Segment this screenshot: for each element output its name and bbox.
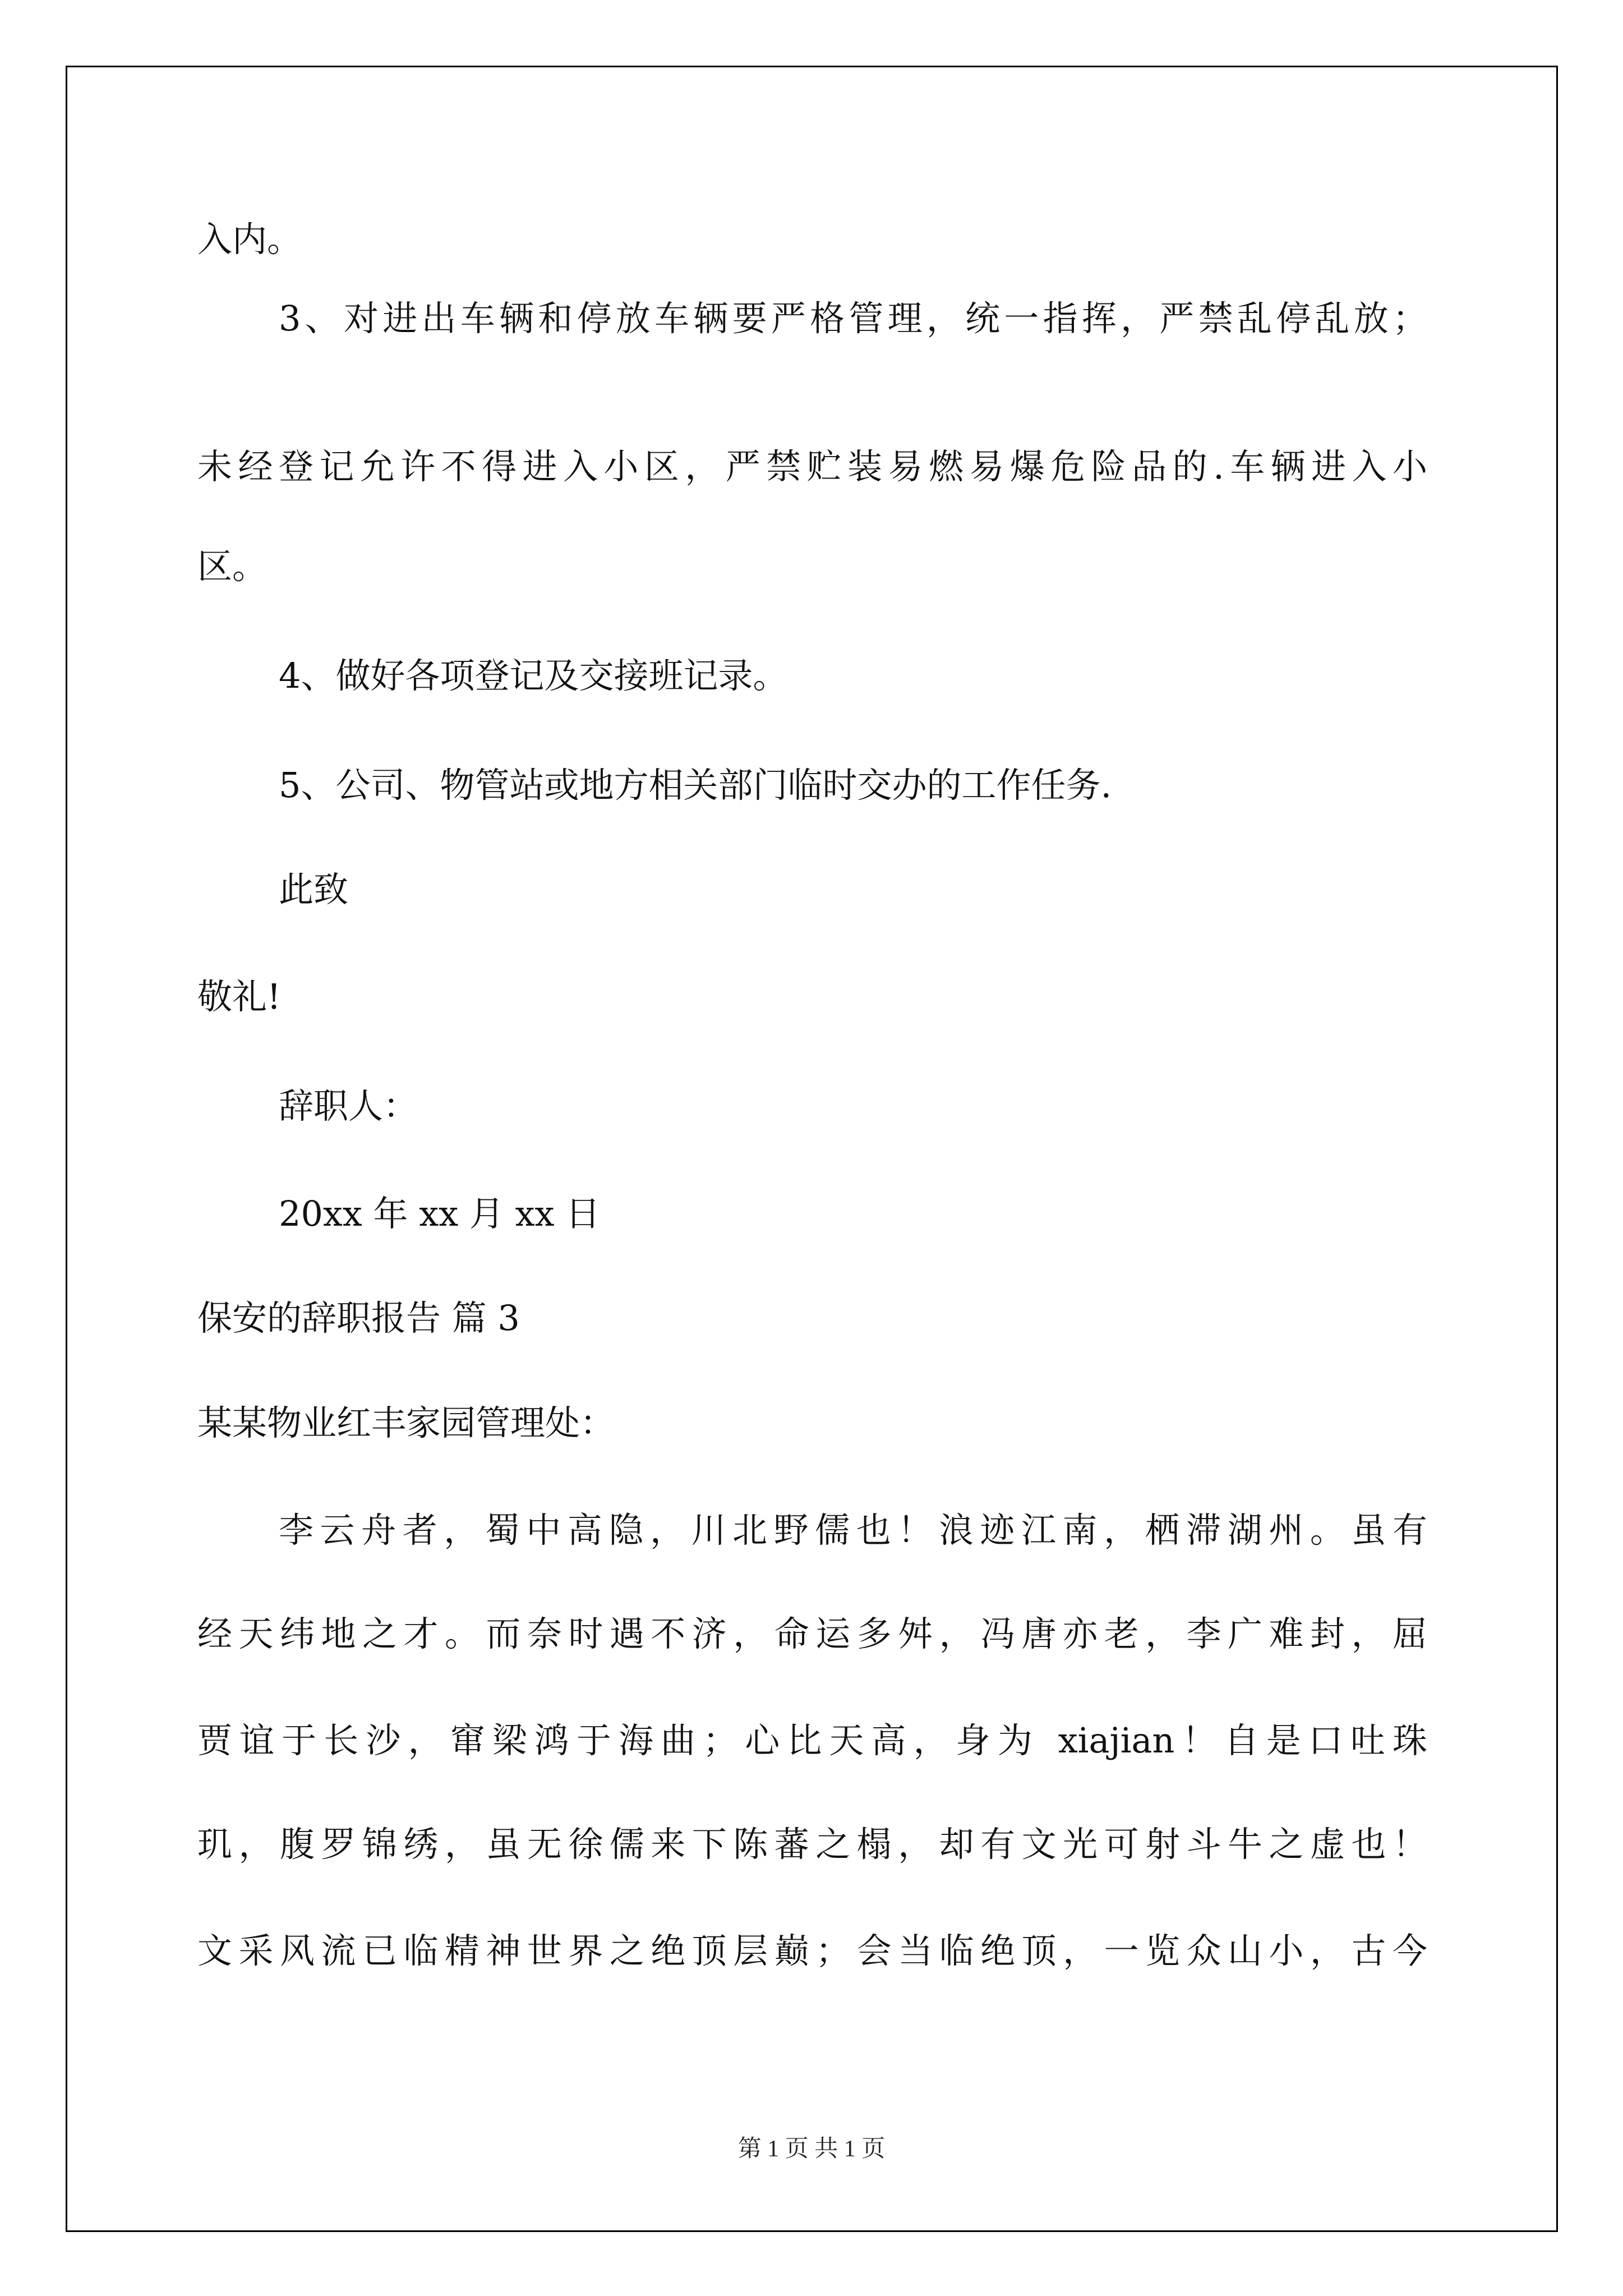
text-line: 玑，腹罗锦绣，虽无徐儒来下陈蕃之榻，却有文光可射斗牛之虚也！ — [197, 1824, 1427, 1865]
section-heading: 保安的辞职报告 篇 3 — [197, 1297, 520, 1338]
text-line: 敬礼! — [197, 976, 281, 1017]
salutation: 某某物业红丰家园管理处： — [197, 1402, 615, 1443]
text-line: 经天纬地之才。而奈时遇不济，命运多舛，冯唐亦老，李广难封，屈 — [197, 1613, 1427, 1654]
page-footer: 第 1 页 共 1 页 — [737, 2136, 886, 2162]
text-line: 文采风流已临精神世界之绝顶层巅；会当临绝顶，一览众山小，古今 — [197, 1930, 1427, 1971]
text-line: 区。 — [197, 546, 268, 587]
text-line: 此致 — [279, 869, 349, 910]
text-line: 4、做好各项登记及交接班记录。 — [279, 655, 788, 696]
text-line: 20xx 年 xx 月 xx 日 — [279, 1193, 601, 1234]
text-line: 贾谊于长沙，窜梁鸿于海曲；心比天高，身为 xiajian！自是口吐珠 — [197, 1720, 1427, 1761]
text-line: 3、对进出车辆和停放车辆要严格管理，统一指挥，严禁乱停乱放； — [279, 298, 1427, 339]
text-line: 入内。 — [197, 219, 302, 260]
text-line: 未经登记允许不得进入小区，严禁贮装易燃易爆危险品的.车辆进入小 — [197, 446, 1427, 487]
text-line: 辞职人： — [279, 1085, 418, 1126]
text-line: 5、公司、物管站或地方相关部门临时交办的工作任务. — [279, 765, 1112, 806]
page-border — [66, 66, 1558, 2232]
text-line: 李云舟者，蜀中高隐，川北野儒也！浪迹江南，栖滞湖州。虽有 — [279, 1510, 1427, 1550]
